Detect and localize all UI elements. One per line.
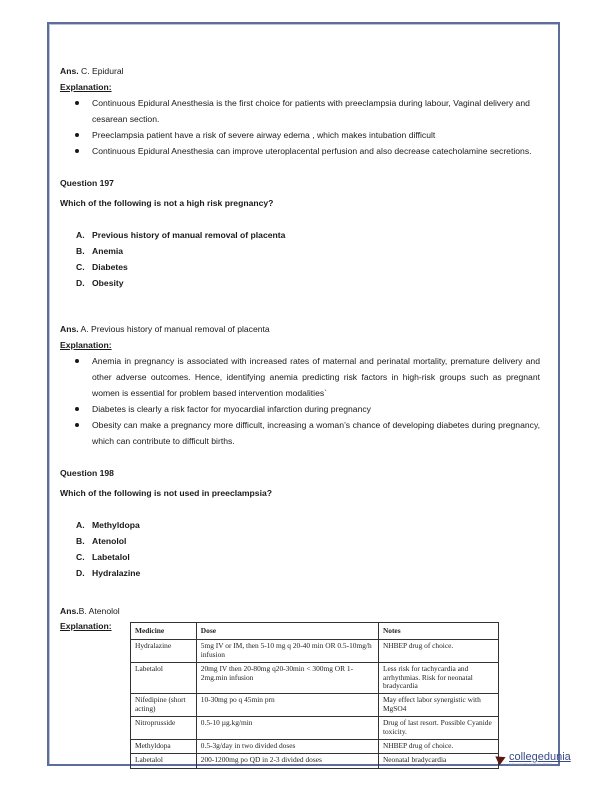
question-197-title: Question 197 — [60, 178, 114, 188]
bullet-item: Continuous Epidural Anesthesia can improve uteroplacental perfusion and also decrease catecholamine secretions. — [72, 143, 540, 159]
cell-dose: 0.5-3g/day in two divided doses — [196, 740, 378, 754]
cell-notes: Drug of last resort. Possible Cyanide toxicity. — [378, 717, 498, 740]
bullet-item: Obesity can make a pregnancy more difficult, increasing a woman’s chance of developing diabetes during pregnancy, which can contribute to difficult births. — [72, 417, 540, 449]
table-row — [131, 640, 499, 663]
answer-label: Ans. — [60, 66, 79, 76]
bullet-item: Preeclampsia patient have a risk of severe airway edema , which makes intubation difficult — [72, 127, 540, 143]
cell-notes: NHBEP drug of choice. — [378, 740, 498, 754]
logo-flag-icon — [495, 753, 507, 766]
table-clip — [130, 619, 499, 769]
table-row — [131, 717, 499, 740]
drug-table — [130, 622, 499, 769]
cell-dose: 200-1200mg po QD in 2-3 divided doses — [196, 754, 378, 768]
option-d: D. Hydralazine — [76, 568, 141, 578]
cell-notes: May effect labor synergistic with MgSO4 — [378, 694, 498, 717]
bullet-item: Anemia in pregnancy is associated with increased rates of maternal and perinatal mortality, premature delivery and other adverse outcomes. Hence, identifying anemia predicting risk factors in high-risk groups such as pregnant women is essential for problem based intervention modalities` — [72, 353, 540, 401]
answer-label: Ans. — [60, 324, 79, 334]
option-d: D. Obesity — [76, 278, 124, 288]
cell-dose: 20mg IV then 20-80mg q20-30min < 300mg OR 1-2mg.min infusion — [196, 663, 378, 694]
explanation-row — [60, 619, 540, 769]
option-c: C. Diabetes — [76, 262, 128, 272]
explanation-heading: Explanation: — [60, 82, 112, 92]
table-row — [131, 740, 499, 754]
cell-medicine: Nitroprusside — [131, 717, 197, 740]
answer-text: C. Epidural — [78, 66, 124, 76]
header-medicine: Medicine — [131, 623, 197, 640]
option-b: B. Atenolol — [76, 536, 127, 546]
cell-medicine: Hydralazine — [131, 640, 197, 663]
answer-text: A. Previous history of manual removal of placenta — [78, 324, 270, 334]
table-header-row — [131, 623, 499, 640]
question-198-options — [60, 517, 540, 581]
question-198-title: Question 198 — [60, 468, 114, 478]
answer-197 — [60, 321, 540, 337]
option-a: A. Methyldopa — [76, 520, 140, 530]
question-197-options — [60, 227, 540, 291]
explanation-list — [60, 353, 540, 449]
cell-medicine: Labetalol — [131, 663, 197, 694]
answer-text: B. Atenolol — [78, 606, 120, 616]
document-content — [60, 63, 540, 769]
collegedunia-logo[interactable] — [497, 752, 571, 766]
option-c: C. Labetalol — [76, 552, 130, 562]
option-b: B. Anemia — [76, 246, 124, 256]
answer-198 — [60, 603, 540, 619]
table-row — [131, 663, 499, 694]
cell-dose: 5mg IV or IM, then 5-10 mg q 20-40 min OR 0.5-10mg/h infusion — [196, 640, 378, 663]
question-197-text: Which of the following is not a high risk pregnancy? — [60, 198, 274, 208]
bullet-item: Continuous Epidural Anesthesia is the first choice for patients with preeclampsia during labour, Vaginal delivery and cesarean section. — [72, 95, 540, 127]
explanation-heading: Explanation: — [60, 621, 112, 631]
table-row — [131, 694, 499, 717]
cell-notes: NHBEP drug of choice. — [378, 640, 498, 663]
table-row — [131, 754, 499, 768]
cell-dose: 0.5-10 µg.kg/min — [196, 717, 378, 740]
header-notes: Notes — [378, 623, 498, 640]
explanation-heading: Explanation: — [60, 340, 112, 350]
cell-dose: 10-30mg po q 45min prn — [196, 694, 378, 717]
cell-medicine: Labetalol — [131, 754, 197, 768]
logo-text: collegedunia — [509, 751, 571, 763]
cell-medicine: Nifedipine (short acting) — [131, 694, 197, 717]
explanation-list — [60, 95, 540, 159]
logo-tagline: India's largest Student Review Platform — [509, 763, 553, 766]
answer-196 — [60, 63, 540, 79]
bullet-item: Diabetes is clearly a risk factor for myocardial infarction during pregnancy — [72, 401, 540, 417]
option-a: A. Previous history of manual removal of placenta — [76, 230, 286, 240]
header-dose: Dose — [196, 623, 378, 640]
cell-notes: Neonatal bradycardia — [378, 754, 498, 768]
question-198-text: Which of the following is not used in preeclampsia? — [60, 488, 272, 498]
answer-label: Ans. — [60, 606, 79, 616]
cell-medicine: Methyldopa — [131, 740, 197, 754]
cell-notes: Less risk for tachycardia and arrhythmias. Risk for neonatal bradycardia — [378, 663, 498, 694]
